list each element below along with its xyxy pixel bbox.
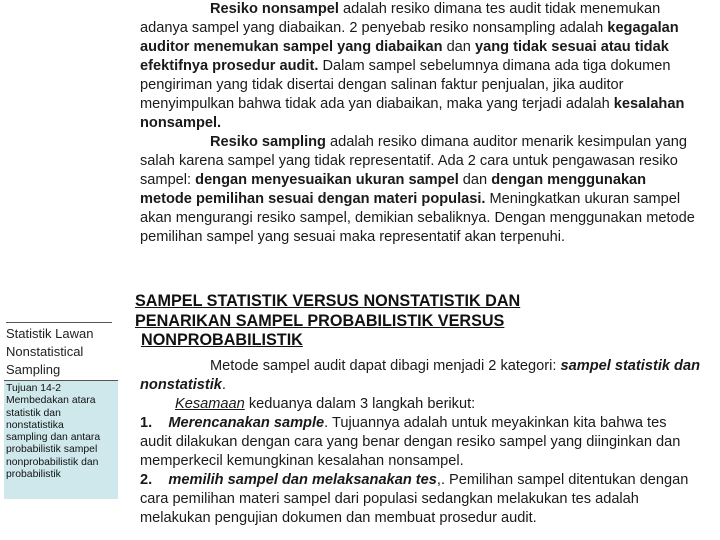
sidebar-label-line: Sampling	[6, 362, 61, 377]
paragraph-kesamaan: Kesamaan keduanya dalam 3 langkah berikut:	[175, 396, 476, 412]
section-heading	[135, 292, 715, 351]
objective-line: nonstatistika	[6, 419, 64, 431]
sidebar-label	[6, 322, 112, 379]
sidebar-label-line: Statistik Lawan	[6, 326, 94, 341]
bottom-text-block	[140, 357, 700, 528]
objective-line: statistik dan	[6, 407, 61, 419]
objective-box	[4, 380, 118, 499]
term-resiko-nonsampel: Resiko nonsampel	[210, 1, 339, 17]
paragraph-intro: Metode sampel audit dapat dibagi menjadi 2 kategori: sampel statistik dan nonstatistik.	[140, 358, 700, 393]
heading-line: NONPROBABILISTIK	[141, 331, 303, 350]
objective-line: nonprobabilistik dan	[6, 456, 99, 468]
term-resiko-sampling: Resiko sampling	[210, 134, 326, 150]
paragraph-resiko-nonsampel: Resiko nonsampel adalah resiko dimana tes audit tidak menemukan adanya sampel yang diabaikan. 2 penyebab resiko nonsampling adalah kegagalan auditor menemukan sampel yang diabaikan dan yang tidak sesuai atau tidak efektifnya prosedur audit. Dalam sampel sebelumnya dimana ada tiga dokumen pengiriman yang tidak disertai dengan salinan faktur penjualan, jika auditor menyimpulkan bahwa tidak ada yan diabaikan, maka yang terjadi adalah kesalahan nonsampel.	[140, 1, 685, 131]
objective-line: sampling dan antara	[6, 432, 101, 444]
top-text-block	[140, 0, 700, 247]
paragraph-resiko-sampling: Resiko sampling adalah resiko dimana auditor menarik kesimpulan yang salah karena sampel yang tidak representatif. Ada 2 cara untuk pengawasan resiko sampel: dengan menyesuaikan ukuran sampel dan dengan menggunakan metode pemilihan sesuai dengan materi populasi. Meningkatkan ukuran sampel akan mengurangi resiko sampel, demikian sebaliknya. Dengan menggunakan metode pemilihan sampel yang sesuai maka representatif akan terpenuhi.	[140, 134, 695, 245]
objective-line: probabilistik sampel	[6, 444, 98, 456]
objective-line: Tujuan 14-2	[6, 383, 62, 394]
list-item-1: 1. Merencanakan sample. Tujuannya adalah untuk meyakinkan kita bahwa tes audit dilakukan dengan cara yang benar dengan resiko sampel yang diinginkan dan memperkecil kemungkinan kesalahan nonsampel.	[140, 415, 681, 469]
heading-line: SAMPEL STATISTIK VERSUS NONSTATISTIK DAN	[135, 292, 521, 310]
heading-line: PENARIKAN SAMPEL PROBABILISTIK VERSUS	[135, 311, 505, 330]
objective-line: Membedakan atara	[6, 395, 96, 407]
list-item-2: 2. memilih sampel dan melaksanakan tes,. Pemilihan sampel ditentukan dengan cara pemilihan materi sampel dari populasi sedangkan melakukan tes adalah melakukan pengujian dokumen dan membuat prosedur audit.	[140, 472, 689, 526]
term-kesamaan: Kesamaan	[175, 396, 245, 412]
objective-line: probabilistik	[6, 469, 61, 481]
sidebar-label-line: Nonstatistical	[6, 344, 84, 359]
